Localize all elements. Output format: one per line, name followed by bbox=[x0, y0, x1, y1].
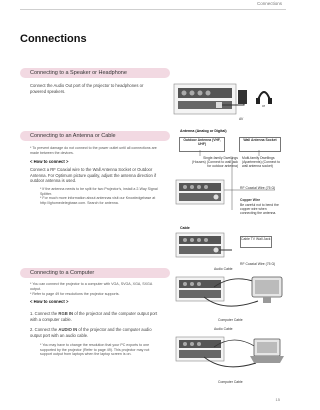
or-label: or bbox=[262, 104, 266, 108]
step-1-port: RGB IN bbox=[58, 311, 74, 316]
page-number: 15 bbox=[275, 397, 280, 402]
computer-diagram-1 bbox=[174, 273, 286, 319]
computer-cable-label-2: Computer Cable bbox=[218, 380, 243, 384]
step-2-prefix: Connect the bbox=[34, 327, 59, 332]
cable-label: Cable bbox=[180, 226, 190, 230]
computer-step-2-note: * You may have to change the resolution that your PC exports to one supported by the projector (Refer to page 49). This projector may not support output from laptops when the laptop screen is on. bbox=[40, 343, 150, 357]
monitor-screen bbox=[255, 280, 279, 294]
section-heading-speaker: Connecting to a Speaker or Headphone bbox=[20, 68, 170, 78]
computer-diagram-2 bbox=[174, 333, 286, 379]
port-label-av: AV bbox=[239, 117, 244, 121]
audio-out-port bbox=[216, 102, 222, 108]
step-1-suffix: of the projector and the computer output port with a computer cable. bbox=[30, 311, 158, 322]
multi-family-label: Multi-family Dwellings (Apartments) (Connect to wall antenna socket) bbox=[242, 156, 281, 168]
step-1-prefix: Connect the bbox=[34, 311, 59, 316]
section-heading-computer: Connecting to a Computer bbox=[20, 268, 170, 278]
computer-note: * You can connect the projector to a computer with VGA, SVGA, XGA, SXGA output. bbox=[30, 282, 153, 291]
antenna-note3: * For much more information about antennas visit our Knowledgebase at http://lghomedelegbase.com. Search for antenna. bbox=[40, 196, 156, 205]
audio-cable-label-2: Audio Cable bbox=[214, 327, 233, 331]
step-1-number: 1. bbox=[30, 311, 34, 316]
speaker-diagram bbox=[172, 82, 282, 122]
wall-socket-label: Wall Antenna Socket bbox=[243, 138, 277, 142]
computer-note2: * Refer to page 49 for resolutions the projector supports. bbox=[30, 292, 120, 296]
antenna-note: * To prevent damage do not connect to the power outlet until all connections are made between the devices. bbox=[30, 146, 157, 155]
speaker-icon bbox=[238, 90, 247, 104]
step-2-number: 2. bbox=[30, 327, 34, 332]
audio-cable-label-1: Audio Cable bbox=[214, 267, 233, 271]
headphone-icon bbox=[268, 98, 272, 104]
antenna-diagram-title: Antenna (Analog or Digital) bbox=[180, 129, 227, 133]
antenna-body: Connect a RF Coaxial wire to the Wall Antenna Socket or Outdoor Antenna. For Optimum picture quality, adjust the antenna direction if outdoor antenna is used. bbox=[30, 167, 157, 184]
rf-wire-label-1: RF Coaxial Wire (75 Ω) bbox=[240, 186, 276, 190]
step-2-port: AUDIO IN bbox=[58, 327, 78, 332]
antenna-note2: * If the antenna needs to be split for two Projector's, install a 2-Way Signal Splitter. bbox=[40, 187, 158, 196]
copper-wire-label: Copper Wire bbox=[240, 198, 261, 202]
section-heading-antenna: Connecting to an Antenna or Cable bbox=[20, 131, 170, 141]
computer-cable-label-1: Computer Cable bbox=[218, 318, 243, 322]
speaker-body: Connect the Audio Out port of the projector to headphones or powered speakers. bbox=[30, 83, 144, 94]
outdoor-antenna-label: Outdoor Antenna (VHF, UHF) bbox=[183, 138, 221, 146]
cable-tv-box bbox=[240, 236, 272, 248]
header-rule bbox=[20, 9, 286, 10]
computer-step-2 bbox=[30, 327, 162, 338]
projector-back-panel-cable bbox=[176, 233, 226, 259]
header-section: Connections bbox=[256, 1, 282, 6]
page-title: Connections bbox=[20, 33, 87, 45]
headphone-icon bbox=[256, 98, 260, 104]
computer-step-1 bbox=[30, 311, 162, 322]
rf-wire-label-2: RF Coaxial Wire (75 Ω) bbox=[240, 262, 276, 266]
projector-back-panel-antenna bbox=[176, 180, 226, 206]
antenna-howto: < How to connect > bbox=[30, 159, 69, 164]
laptop-base-icon bbox=[250, 356, 284, 363]
step-2-suffix: of the projector and the computer audio output port with an audio cable. bbox=[30, 327, 152, 338]
cable-tv-label: Cable TV Wall Jack bbox=[241, 237, 271, 241]
copper-wire-note: Be careful not to bend the copper wire when connecting the antenna. bbox=[240, 203, 279, 215]
port bbox=[198, 91, 203, 96]
port bbox=[206, 91, 211, 96]
computer-howto: < How to connect > bbox=[30, 299, 69, 304]
single-family-label: Single-family Dwellings (Houses) (Connect to wall jack for outdoor antenna) bbox=[192, 156, 238, 168]
port bbox=[182, 91, 187, 96]
monitor-stand bbox=[263, 297, 271, 303]
port bbox=[190, 91, 195, 96]
